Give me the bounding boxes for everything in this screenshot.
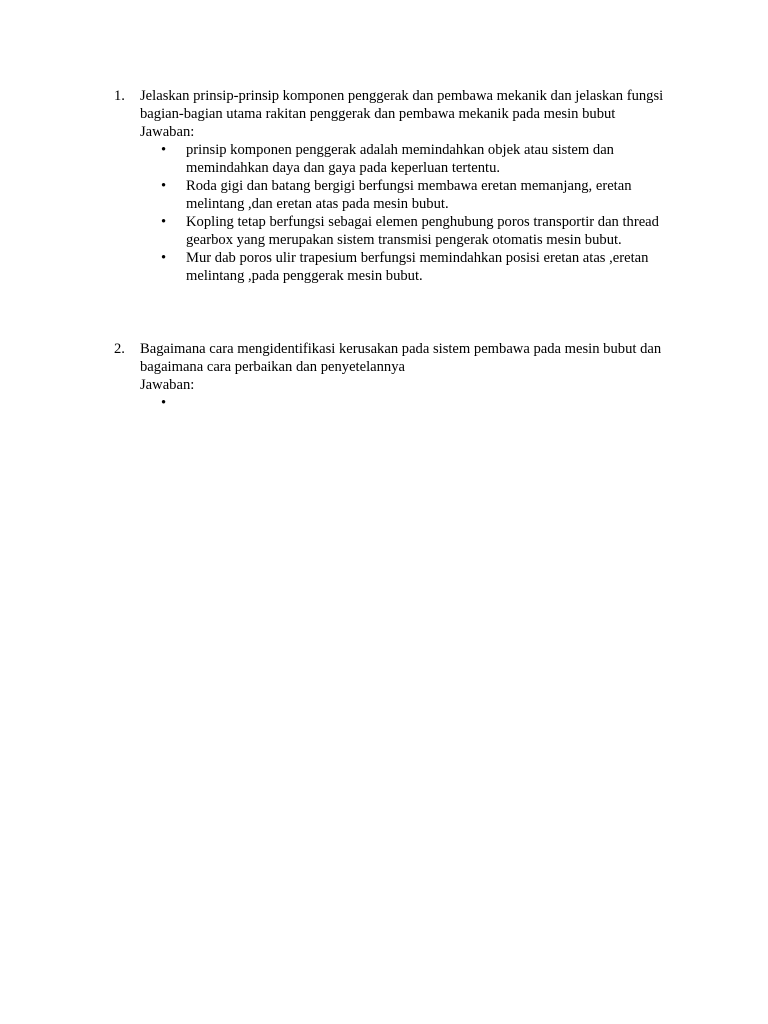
question-1: [114, 87, 674, 285]
bullet-icon: •: [161, 395, 167, 411]
question-number: 1.: [114, 88, 125, 104]
answer-item: [140, 249, 674, 285]
answer-text: [186, 394, 674, 412]
question-body: [140, 87, 674, 285]
answer-text: Mur dab poros ulir trapesium berfungsi memindahkan posisi eretan atas ,eretan melintang ,pada penggerak mesin bubut.: [186, 250, 649, 284]
bullet-icon: •: [161, 214, 167, 230]
bullet-icon: •: [161, 250, 167, 266]
bullet-icon: •: [161, 178, 167, 194]
question-text: Jelaskan prinsip-prinsip komponen penggerak dan pembawa mekanik dan jelaskan fungsi bagian-bagian utama rakitan penggerak dan pembawa mekanik pada mesin bubut: [140, 88, 664, 122]
bullet-icon: •: [161, 142, 167, 158]
answer-item: [140, 213, 674, 249]
question-text: Bagaimana cara mengidentifikasi kerusakan pada sistem pembawa pada mesin bubut dan bagaimana cara perbaikan dan penyetelannya: [140, 341, 662, 375]
answer-text: Kopling tetap berfungsi sebagai elemen penghubung poros transportir dan thread gearbox yang merupakan sistem transmisi pengerak otomatis mesin bubut.: [186, 214, 659, 248]
answer-list: [140, 141, 674, 285]
answer-label: Jawaban:: [140, 377, 195, 393]
answer-text: Roda gigi dan batang bergigi berfungsi membawa eretan memanjang, eretan melintang ,dan eretan atas pada mesin bubut.: [186, 178, 632, 212]
question-number: 2.: [114, 341, 125, 357]
answer-label: Jawaban:: [140, 124, 195, 140]
question-body: [140, 340, 674, 412]
answer-text: prinsip komponen penggerak adalah memindahkan objek atau sistem dan memindahkan daya dan gaya pada keperluan tertentu.: [186, 142, 614, 176]
question-2: [114, 340, 674, 412]
answer-item: [140, 394, 674, 412]
answer-list: [140, 394, 674, 412]
answer-item: [140, 177, 674, 213]
answer-item: [140, 141, 674, 177]
